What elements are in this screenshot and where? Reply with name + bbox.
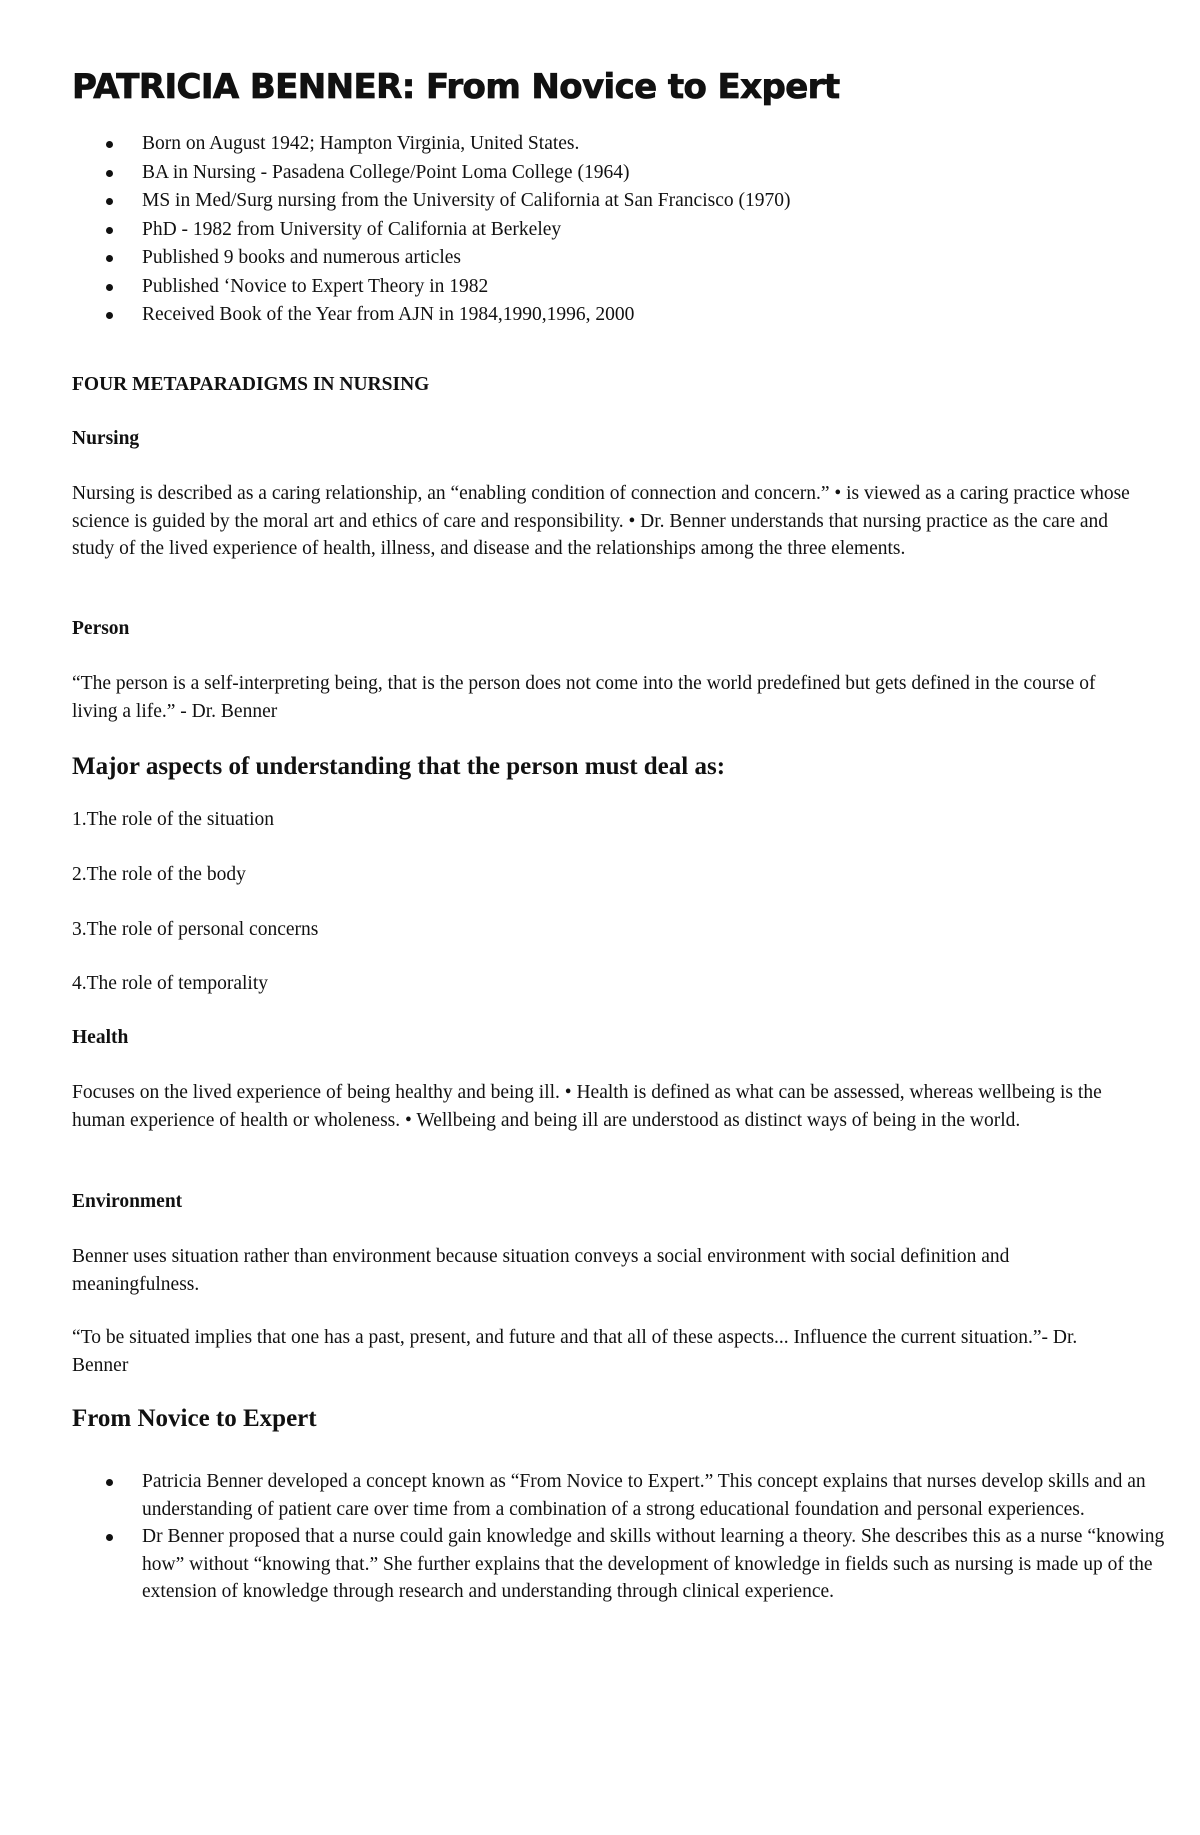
list-item: PhD - 1982 from University of California at Berkeley: [142, 216, 1132, 245]
list-item: Published ‘Novice to Expert Theory in 1982: [142, 273, 1132, 302]
nursing-heading: Nursing: [72, 428, 140, 449]
novice-expert-heading: From Novice to Expert: [72, 1405, 317, 1432]
person-quote: “The person is a self-interpreting being, that is the person does not come into the world predefined but gets defined in the course of living a life.” - Dr. Benner: [72, 673, 1096, 722]
nursing-text: Nursing is described as a caring relationship, an “enabling condition of connection and concern.” • is viewed as a caring practice whose science is guided by the moral art and ethics of care and responsibility. • Dr. Benner understands that nursing practice as the care and study of the lived experience of health, illness, and disease and the relationships among the three elements.: [72, 483, 1130, 559]
list-item: Received Book of the Year from AJN in 1984,1990,1996, 2000: [142, 301, 1132, 330]
environment-heading: Environment: [72, 1191, 183, 1212]
page-title: PATRICIA BENNER: From Novice to Expert: [72, 67, 840, 107]
list-item: Dr Benner proposed that a nurse could gain knowledge and skills without learning a theory. She describes this as a nurse “knowing how” without “knowing that.” She further explains that the development of knowledge in fields such as nursing is made up of the extension of knowledge through research and understanding through clinical experience.: [142, 1523, 1200, 1606]
list-item: BA in Nursing - Pasadena College/Point Loma College (1964): [142, 159, 1132, 188]
list-item: 1.The role of the situation: [72, 809, 274, 830]
bio-list: [72, 130, 1132, 330]
list-item: 2.The role of the body: [72, 864, 246, 885]
environment-quote: “To be situated implies that one has a past, present, and future and that all of these aspects... Influence the current situation.”- Dr. Benner: [72, 1327, 1078, 1376]
major-aspects-heading: Major aspects of understanding that the person must deal as:: [72, 753, 726, 780]
document-page: [72, 62, 1165, 1602]
list-item: 3.The role of personal concerns: [72, 919, 319, 940]
list-item: Born on August 1942; Hampton Virginia, United States.: [142, 130, 1132, 159]
health-heading: Health: [72, 1027, 129, 1048]
list-item: Published 9 books and numerous articles: [142, 244, 1132, 273]
list-item: 4.The role of temporality: [72, 973, 269, 994]
person-heading: Person: [72, 618, 130, 639]
list-item: Patricia Benner developed a concept known as “From Novice to Expert.” This concept explains that nurses develop skills and an understanding of patient care over time from a combination of a strong educational foundation and personal experiences.: [142, 1468, 1200, 1523]
metaparadigms-heading: FOUR METAPARADIGMS IN NURSING: [72, 374, 430, 395]
novice-expert-list: [72, 1468, 1200, 1606]
health-text: Focuses on the lived experience of being healthy and being ill. • Health is defined as what can be assessed, whereas wellbeing is the human experience of health or wholeness. • Wellbeing and being ill are understood as distinct ways of being in the world.: [72, 1082, 1102, 1131]
environment-text: Benner uses situation rather than environment because situation conveys a social environment with social definition and meaningfulness.: [72, 1246, 1010, 1295]
list-item: MS in Med/Surg nursing from the University of California at San Francisco (1970): [142, 187, 1132, 216]
